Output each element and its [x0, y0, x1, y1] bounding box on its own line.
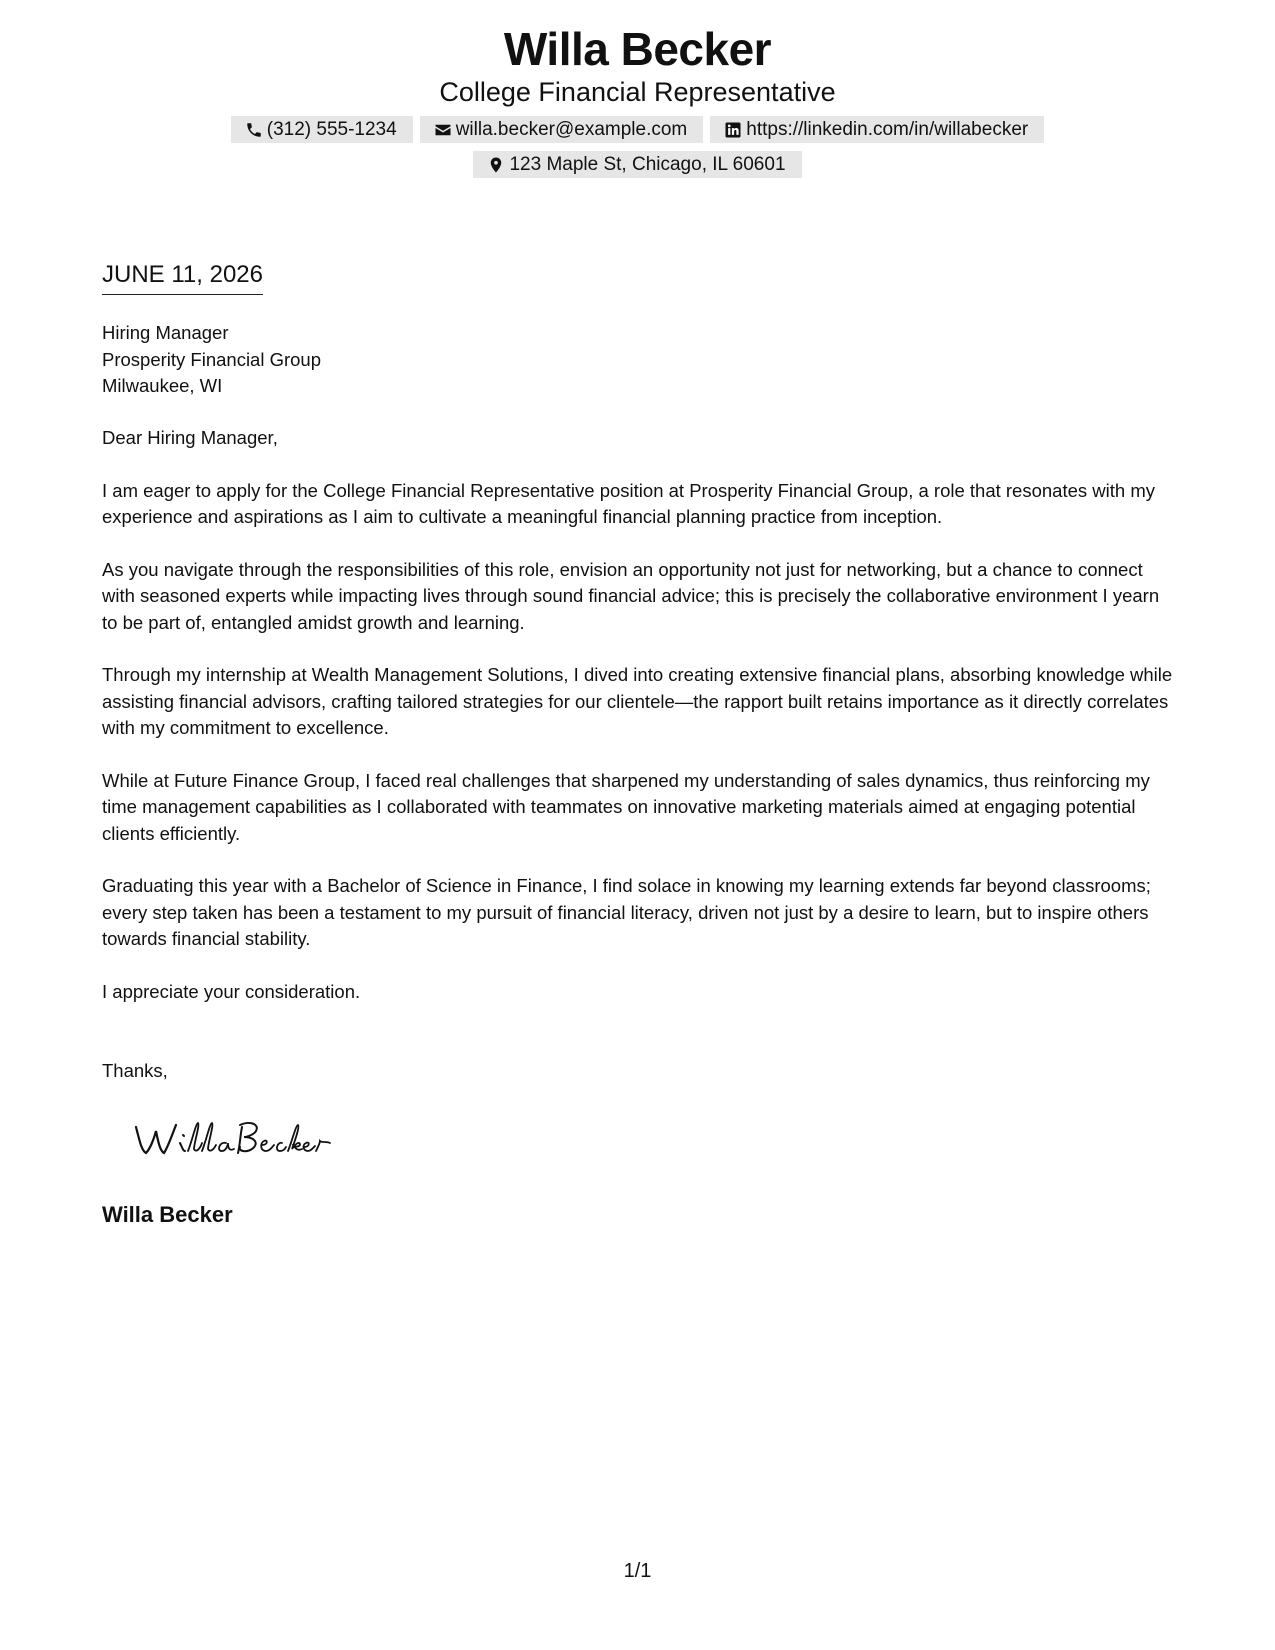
paragraph: I appreciate your consideration. — [102, 980, 361, 1002]
contact-info — [208, 116, 1068, 178]
contact-linkedin[interactable] — [710, 116, 1044, 143]
email-text: willa.becker@example.com — [455, 119, 688, 140]
applicant-name: Willa Becker — [503, 23, 772, 75]
letter-date: JUNE 11, 2026 — [102, 260, 263, 295]
contact-address — [473, 151, 801, 178]
page-number: 1/1 — [623, 1560, 652, 1582]
linkedin-icon — [724, 121, 742, 139]
paragraph: Graduating this year with a Bachelor of Science in Finance, I find solace in knowing my learning extends far beyond classrooms; every step taken has been a testament to my pursuit of financial literacy, driven not just by a desire to learn, but to inspire others towards financial stability. — [102, 875, 1151, 949]
signature — [128, 1113, 338, 1163]
address-text: 123 Maple St, Chicago, IL 60601 — [509, 154, 786, 175]
contact-phone[interactable] — [231, 116, 413, 143]
recipient-company: Prosperity Financial Group — [102, 348, 322, 370]
greeting: Dear Hiring Manager, — [102, 427, 278, 448]
recipient-block — [102, 320, 321, 400]
letter-header — [0, 22, 1275, 178]
paragraph: Through my internship at Wealth Management Solutions, I dived into creating extensive financial plans, absorbing knowledge while assisting financial advisors, crafting tailored strategies for our clientele—the rapport built retains importance as it directly correlates with my commitment to excellence. — [102, 664, 1173, 738]
letter-body — [102, 425, 1177, 1031]
recipient-name: Hiring Manager — [102, 322, 229, 343]
phone-icon — [245, 121, 263, 139]
envelope-icon — [434, 121, 452, 139]
map-pin-icon — [487, 156, 505, 174]
paragraph: I am eager to apply for the College Financial Representative position at Prosperity Financial Group, a role that resonates with my experience and aspirations as I aim to cultivate a meaningful financial planning practice from inception. — [102, 479, 1155, 527]
paragraph: While at Future Finance Group, I faced real challenges that sharpened my understanding of sales dynamics, thus reinforcing my time management capabilities as I collaborated with teammates on innovative marketing materials aimed at engaging potential clients efficiently. — [102, 769, 1150, 844]
phone-text: (312) 555-1234 — [266, 119, 397, 140]
recipient-location: Milwaukee, WI — [102, 375, 223, 396]
closing: Thanks, — [102, 1060, 168, 1081]
paragraph: As you navigate through the responsibilities of this role, envision an opportunity not just for networking, but a chance to connect with seasoned experts while impacting lives through sound financial advice; this is precisely the collaborative environment I yearn to be part of, entangled amidst growth and learning. — [102, 558, 1160, 633]
contact-email[interactable] — [420, 116, 704, 143]
linkedin-text: https://linkedin.com/in/willabecker — [746, 119, 1029, 140]
job-title: College Financial Representative — [439, 77, 836, 107]
signed-name: Willa Becker — [102, 1202, 233, 1227]
